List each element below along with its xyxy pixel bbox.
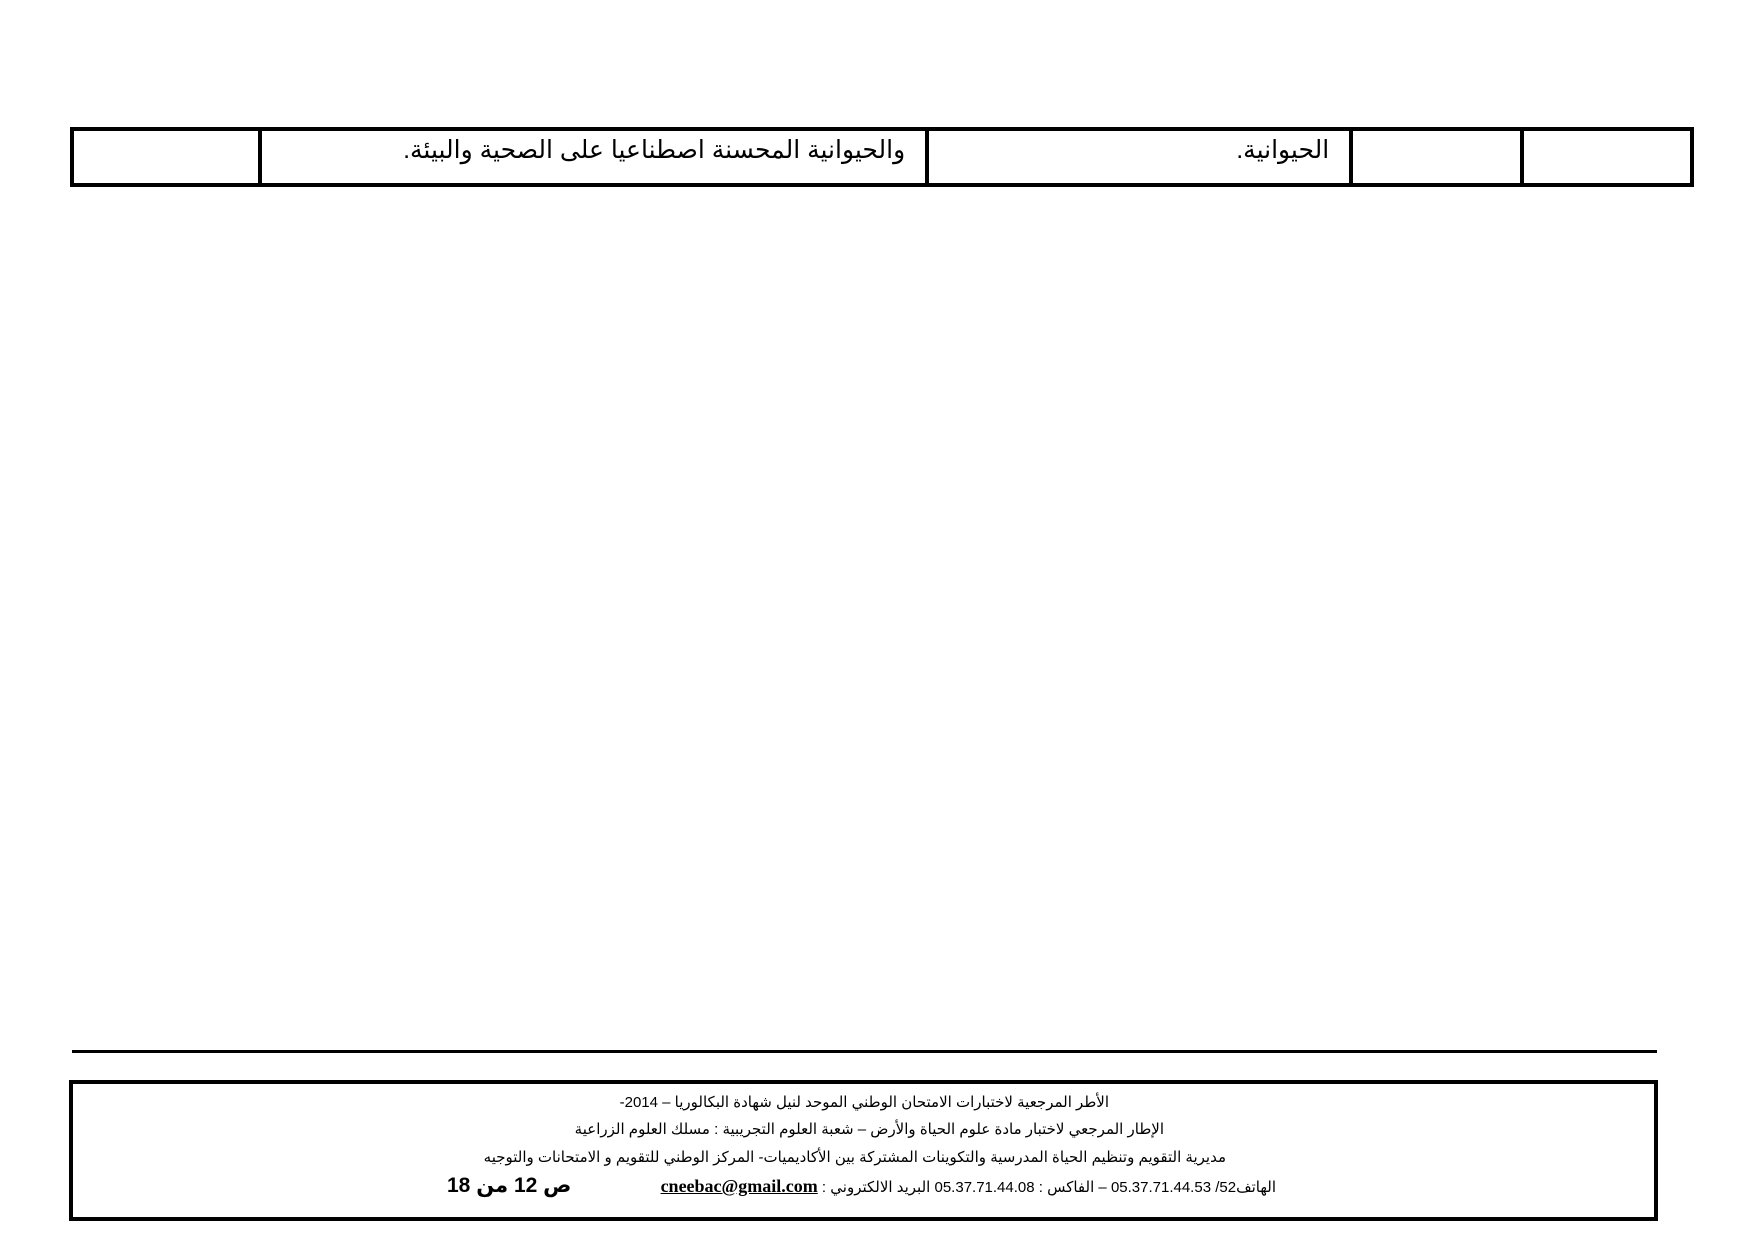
footer-directorate: مديرية التقويم وتنظيم الحياة المدرسية والتكوينات المشتركة بين الأكاديميات- المركز الوطني للتقويم و الامتحانات والتوجيه	[483, 1149, 1226, 1166]
footer-contact-text: الهاتف52/ 05.37.71.44.53 – الفاكس : 05.37.71.44.08 البريد الالكتروني :	[817, 1179, 1276, 1196]
page-number: ص 12 من 18	[447, 1174, 572, 1197]
footer-contact	[661, 1176, 1276, 1197]
footer-divider	[72, 1050, 1657, 1053]
table-cell-2	[1351, 129, 1521, 185]
footer-subtitle: الإطار المرجعي لاختبار مادة علوم الحياة والأرض – شعبة العلوم التجريبية : مسلك العلوم الزراعية	[574, 1121, 1164, 1138]
table-row	[72, 129, 1692, 185]
footer-email[interactable]: cneebac@gmail.com	[660, 1176, 818, 1196]
table-cell-5	[72, 129, 260, 185]
content-table	[70, 127, 1694, 187]
footer-box	[69, 1080, 1658, 1221]
table-cell-1	[1522, 129, 1692, 185]
footer-title: الأطر المرجعية لاختبارات الامتحان الوطني الموحد لنيل شهادة البكالوريا – 2014-	[619, 1094, 1109, 1111]
table-cell-4: والحيوانية المحسنة اصطناعيا على الصحية والبيئة.	[260, 129, 927, 185]
table-cell-3: الحيوانية.	[927, 129, 1351, 185]
